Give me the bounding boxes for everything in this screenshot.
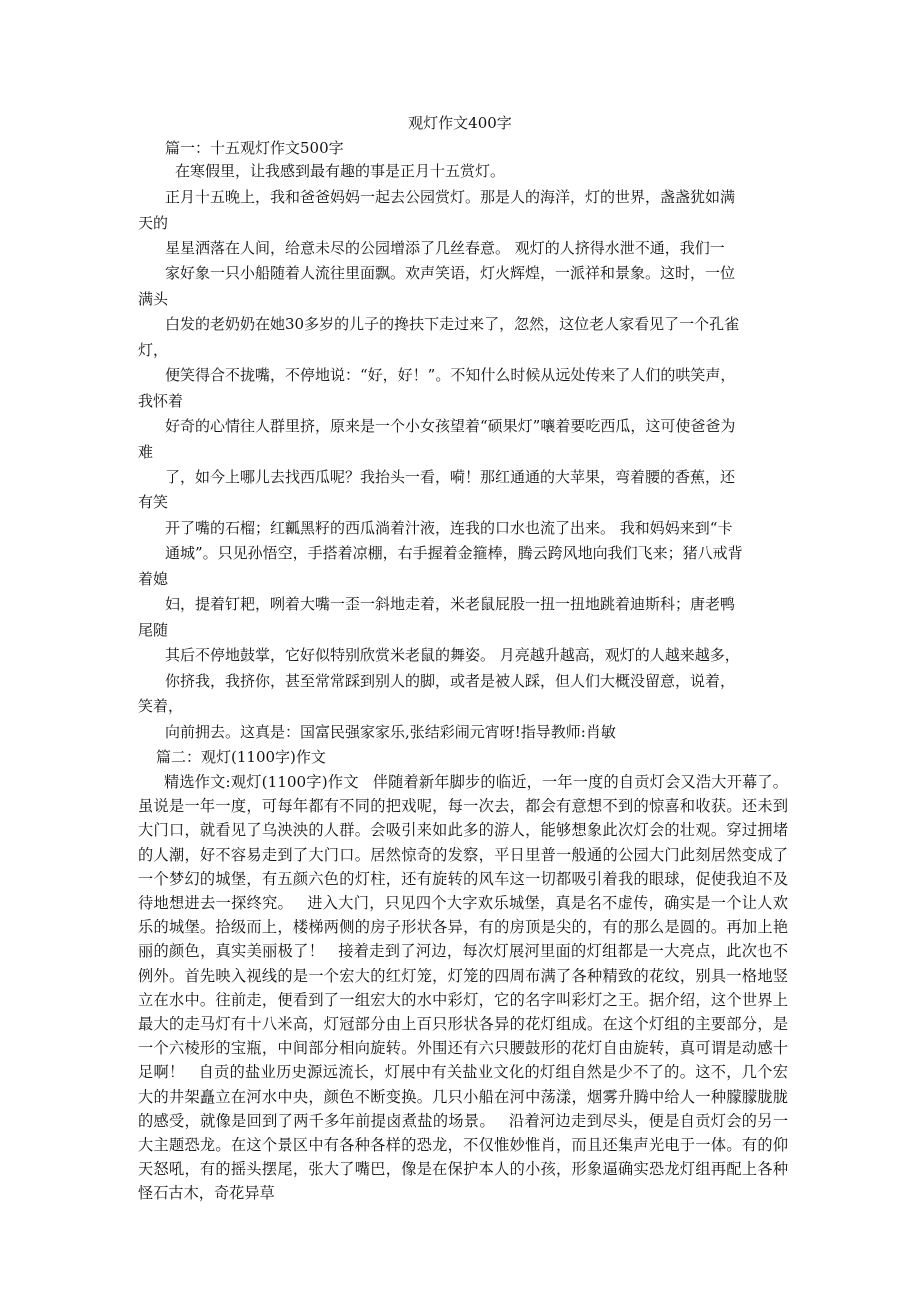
- essay1-line: 好奇的心情往人群里挤，原来是一个小女孩望着“硕果灯”嚷着要吃西瓜，这可使爸爸为: [165, 417, 736, 435]
- essay2-segment: 自贡的盐业历史源远流长，灯展中有关盐业文化的灯组自然是少不了的。这不，几个宏大的井架矗立在河水中央，颜色不断变换。几只小船在河中荡漾，烟雾升腾中给人一种朦朦胧胧的感受，就像是回到了两千多年前提卤煮盐的场景。: [138, 1063, 789, 1130]
- essay1-line: 你挤我，我挤你，甚至常常踩到别人的脚，或者是被人踩，但人们大概没留意，说着，: [165, 672, 736, 690]
- essay1-line: 其后不停地鼓掌，它好似特别欣赏米老鼠的舞姿。 月亮越升越高，观灯的人越来越多，: [165, 646, 740, 664]
- document-title: 观灯作文400字: [408, 114, 512, 132]
- essay1-line: 正月十五晚上，我和爸爸妈妈一起去公园赏灯。那是人的海洋，灯的世界，盏盏犹如满: [165, 188, 736, 206]
- essay1-line: 满头: [138, 290, 169, 308]
- essay1-line: 着媳: [138, 570, 169, 588]
- essay1-heading: 篇一：十五观灯作文500字: [165, 139, 344, 157]
- essay1-line: 尾随: [138, 621, 169, 639]
- essay1-line: 向前拥去。这真是：国富民强家家乐,张结彩闹元宵呀!指导教师:肖敏: [165, 723, 616, 741]
- essay1-line: 便笑得合不拢嘴，不停地说：“好，好！”。不知什么时候从远处传来了人们的哄笑声，: [165, 366, 736, 384]
- essay1-line: 在寒假里，让我感到最有趣的事是正月十五赏灯。: [175, 162, 506, 180]
- essay1-line: 天的: [138, 214, 169, 232]
- essay1-line: 了，如今上哪儿去找西瓜呢？我抬头一看，嗬！那红通通的大苹果，弯着腰的香蕉，还: [165, 468, 736, 486]
- essay1-line: 我怀着: [138, 392, 184, 410]
- essay2-segment: 伴随着新年脚步的临近，一年一度的自贡灯会又浩大开幕了。虽说是一年一度，可每年都有不同的把戏呢，每一次去，都会有意想不到的惊喜和收获。还未到大门口，就看见了乌泱泱的人群。会吸引来如此多的游人，能够想象此次灯会的壮观。穿过拥堵的人潮，好不容易走到了大门口。居然惊奇的发察，平日里普一般通的公园大门此刻居然变成了一个梦幻的城堡，有五颜六色的灯柱，还有旋转的风车这一切都吸引着我的眼球，促使我迫不及待地想进去一探终究。: [138, 773, 788, 913]
- essay1-line: 通城”。只见孙悟空，手搭着凉棚，右手握着金箍棒，腾云跨风地向我们飞来；猪八戒背: [165, 544, 743, 562]
- essay1-line: 有笑: [138, 493, 169, 511]
- essay2-segment: 进入大门，只见四个大字欢乐城堡，真是名不虚传，确实是一个让人欢乐的城堡。拾级而上，楼梯两侧的房子形状各异，有的房顶是尖的，有的那么是圆的。再加上艳丽的颜色，真实美丽极了！: [138, 894, 789, 961]
- essay1-line: 家好象一只小船随着人流往里面飘。欢声笑语，灯火辉煌，一派祥和景象。这时，一位: [165, 264, 736, 282]
- essay2-segment: 沿着河边走到尽头，便是自贡灯会的另一大主题恐龙。在这个景区中有各种各样的恐龙，不仅惟妙惟肖，而且还集声光电于一体。有的仰天怒吼，有的摇头摆尾，张大了嘴巴，像是在保护本人的小孩，形象逼确实恐龙灯组再配上各种怪石古木，奇花异草: [138, 1111, 789, 1203]
- essay1-line: 白发的老奶奶在她30多岁的儿子的搀扶下走过来了，忽然，这位老人家看见了一个孔雀: [165, 315, 740, 333]
- essay2-subtitle: 精选作文:观灯(1100字)作文: [164, 773, 359, 791]
- essay1-line: 笑着，: [138, 697, 184, 715]
- essay1-line: 星星洒落在人间，给意未尽的公园增添了几丝春意。 观灯的人挤得水泄不通，我们一: [165, 239, 725, 257]
- essay2-segment: 接着走到了河边，每次灯展河里面的灯组都是一大亮点，此次也不例外。首先映入视线的是一个宏大的红灯笼，灯笼的四周布满了各种精致的花纹，别具一格地竖立在水中。往前走，便看到了一组宏大的水中彩灯，它的名字叫彩灯之王。据介绍，这个世界上最大的走马灯有十八米高，灯冠部分由上百只形状各异的花灯组成。在这个灯组的主要部分，是一个六棱形的宝瓶，中间部分相向旋转。外围还有六只腰鼓形的花灯自由旋转，真可谓是动感十足啊！: [138, 942, 789, 1082]
- essay1-line: 灯，: [138, 341, 169, 359]
- essay2-heading: 篇二：观灯(1100字)作文: [156, 748, 326, 766]
- essay2-body: [138, 770, 788, 1206]
- essay1-line: 难: [138, 443, 154, 461]
- essay1-line: 开了嘴的石榴；红瓤黑籽的西瓜淌着汁液，连我的口水也流了出来。 我和妈妈来到“卡: [165, 519, 733, 537]
- essay1-line: 妇，提着钉耙，咧着大嘴一歪一斜地走着，米老鼠屁股一扭一扭地跳着迪斯科；唐老鸭: [165, 595, 736, 613]
